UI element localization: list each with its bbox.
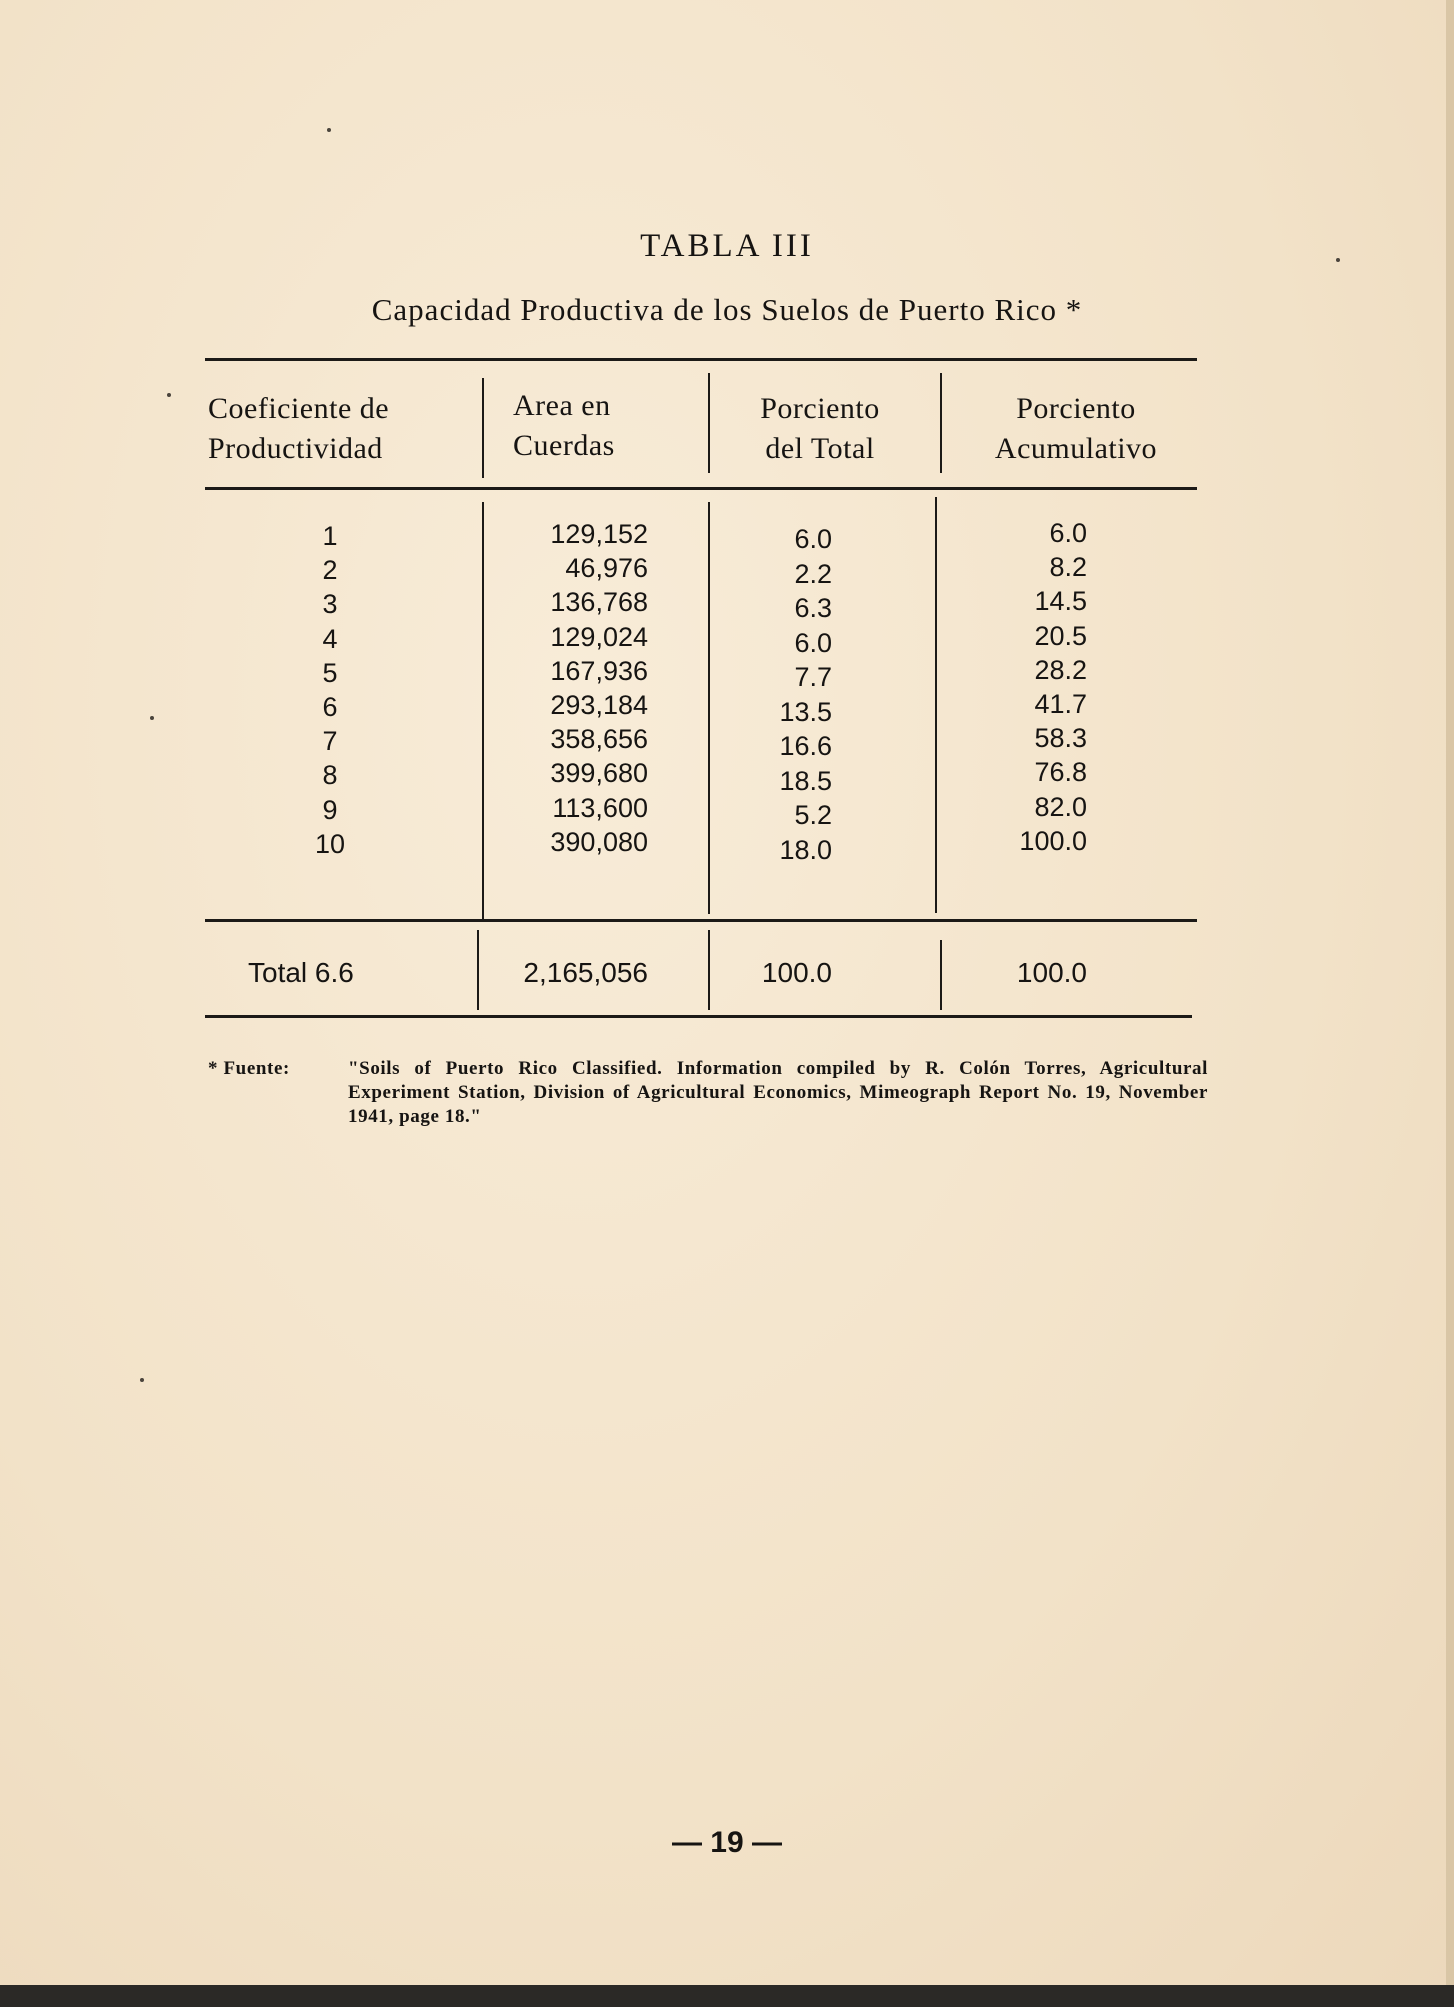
header-area [513,386,615,466]
total-divider-3 [940,940,942,1010]
table-cell: 10 [314,828,346,859]
table-cell: 113,600 [552,792,648,823]
total-bottom-rule [205,1015,1192,1018]
table-cell: 6.3 [794,593,832,623]
table-cell: 100.0 [1019,825,1087,856]
page-edge-shadow [1446,0,1454,2007]
table-cell: 14.5 [1034,586,1087,617]
total-area: 2,165,056 [523,957,648,988]
table-cell: 8.2 [1049,552,1087,583]
header-porciento-total-line1: Porciento [760,392,880,425]
header-area-line1: Area en [513,389,611,422]
table-cell: 6.0 [794,524,832,554]
table-cell: 293,184 [550,689,648,720]
table-cell: 9 [322,794,338,825]
header-coeficiente-line1: Coeficiente de [208,392,390,425]
table-cell: 6.0 [1049,518,1087,548]
column-coeficiente [305,519,355,861]
table-cell: 358,656 [550,724,648,755]
table-cell: 58.3 [1034,723,1087,754]
table-cell: 46,976 [565,553,648,584]
table-cell: 6 [322,691,338,722]
header-porciento-total-line2: del Total [765,432,875,465]
table-cell: 76.8 [1034,757,1087,788]
header-coeficiente-line2: Productividad [208,432,383,465]
total-pct: 100.0 [761,957,832,988]
table-cell: 28.2 [1034,654,1087,685]
table-cell: 5.2 [794,800,832,830]
table-cell: 129,152 [550,519,648,549]
table-cell: 18.5 [779,765,832,796]
body-bottom-rule [205,919,1197,922]
table-cell: 82.0 [1034,791,1087,822]
column-porciento-total [730,522,832,867]
column-area [500,517,648,859]
top-rule [205,358,1197,361]
table-cell: 41.7 [1034,688,1087,719]
header-porciento-acumulativo [960,389,1192,469]
total-cum: 100.0 [1016,957,1087,988]
table-cell: 399,680 [550,758,648,789]
header-area-line2: Cuerdas [513,429,615,462]
header-bottom-rule [205,487,1197,490]
table-cell: 13.5 [779,696,832,727]
table-cell: 129,024 [550,621,648,652]
table-cell: 20.5 [1034,620,1087,651]
table-cell: 7 [322,726,338,757]
header-porciento-total [730,389,910,469]
body-divider-1 [482,502,484,920]
header-coeficiente [208,389,389,469]
scan-bottom-edge [0,1985,1454,2007]
total-divider-1 [477,930,479,1010]
total-divider-2 [708,930,710,1010]
footnote-mark: * Fuente: [208,1058,290,1079]
footnote-text: "Soils of Puerto Rico Classified. Information compiled by R. Colón Torres, Agricultural Experiment Station, Division of Agricultural Economics, Mimeograph Report No. 19, November 1941, page 18." [348,1058,1208,1127]
paper-speck [1336,258,1340,262]
paper-speck [167,393,171,397]
body-divider-2 [708,502,710,914]
header-divider-1 [482,378,484,478]
table-title: TABLA III [640,228,814,264]
header-porciento-acumulativo-line1: Porciento [1016,392,1136,425]
table-cell: 6.0 [794,627,832,658]
table-cell: 18.0 [779,834,832,865]
paper-speck [327,128,331,132]
table-cell: 4 [322,623,338,654]
table-cell: 7.7 [794,662,832,692]
table-cell: 2.2 [794,558,832,589]
column-porciento-acumulativo [975,516,1087,858]
table-cell: 16.6 [779,731,832,761]
table-subtitle: Capacidad Productiva de los Suelos de Puerto Rico * [371,292,1083,327]
total-label: Total 6.6 [248,957,354,988]
paper-speck [140,1378,144,1382]
table-cell: 390,080 [550,826,648,857]
table-cell: 3 [322,589,338,620]
body-divider-3 [935,497,937,913]
header-porciento-acumulativo-line2: Acumulativo [994,432,1158,465]
header-divider-2 [708,373,710,473]
table-cell: 136,768 [550,587,648,618]
table-cell: 8 [322,760,338,791]
paper-speck [150,716,154,720]
page-number: — 19 — [671,1826,783,1859]
table-cell: 2 [322,555,338,586]
table-cell: 1 [322,521,338,551]
table-cell: 167,936 [550,655,648,686]
header-divider-3 [940,373,942,473]
table-cell: 5 [322,657,338,688]
